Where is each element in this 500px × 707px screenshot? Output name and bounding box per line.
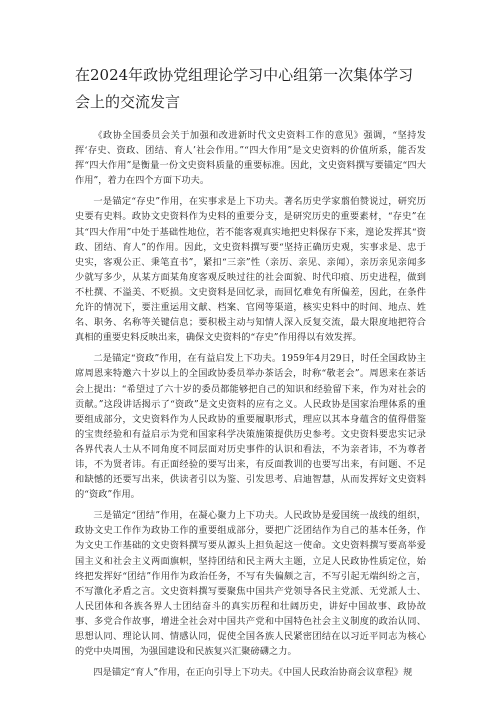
paragraph-policy-advice: 二是锚定“资政”作用，在有益启发上下功夫。1959年4月29日，时任全国政协主席周恩来特邀六十岁以上的全国政协委员举办茶话会，时称“敬老会”。周恩来在茶话会上提出：“希望过了六十岁的委员都能够把自己的知识和经验留下来，作为对社会的贡献。”这段讲话揭示了“资政”是文史资料的应有之义。人民政协是国家治理体系的重要组成部分，文史资料作为人民政协的重要履职形式，理应以其本身蕴含的值得借鉴的宝贵经验和有益启示为党和国家科学决策施策提供历史参考。文史资料要忠实记录各界代表人士从不同角度不同层面对历史事件的认识和看法，不为亲者讳，不为尊者讳，不为贤者讳。有正面经验的要写出来，有反面教训的也要写出来，有问题、不足和缺憾的还要写出来，供读者引以为鉴、引发思考、启迪智慧，从而发挥好文史资料的“资政”作用。 bbox=[75, 353, 426, 501]
paragraph-intro: 《政协全国委员会关于加强和改进新时代文史资料工作的意见》强调，“坚持发挥‘存史、资政、团结、育人’社会作用。”“四大作用”是文史资料的价值所系，能否发挥“四大作用”是衡量一份文史资料质量的重要标准。因此，文史资料撰写要锚定“四大作用”，着力在四个方面下功夫。 bbox=[75, 130, 426, 187]
page-title: 在2024年政协党组理论学习中心组第一次集体学习会上的交流发言 bbox=[75, 66, 414, 111]
paragraph-unity: 三是锚定“团结”作用，在凝心聚力上下功夫。人民政协是爱国统一战线的组织，政协文史工作作为政协工作的重要组成部分，要把广泛团结作为自己的基本任务，作为文史工作基础的文史资料撰写要从源头上担负起这一使命。文史资料撰写要高举爱国主义和社会主义两面旗帜，坚持团结和民主两大主题，立足人民政协性质定位，始终把发挥好“团结”作用作为政治任务，不写有失偏颇之言，不写引起无端纠纷之言，不写激化矛盾之言。文史资料撰写要聚焦中国共产党领导各民主党派、无党派人士、人民团体和各族各界人士团结奋斗的真实历程和壮阔历史，讲好中国故事、政协故事、多党合作故事，增进全社会对中国共产党和中国特色社会主义制度的政治认同、思想认同、理论认同、情感认同，促使全国各族人民紧密团结在以习近平同志为核心的党中央周围，为强国建设和民族复兴汇聚磅礴之力。 bbox=[75, 510, 426, 658]
paragraph-preserve-history: 一是锚定“存史”作用，在实事求是上下功夫。著名历史学家翦伯赞说过，研究历史要有史料。政协文史资料作为史料的重要分支，是研究历史的重要素材，“存史”在其“四大作用”中处于基础性地位，若不能客观真实地把史料保存下来，遑论发挥其“资政、团结、育人”的作用。因此，文史资料撰写要“坚持正确历史观，实事求是、忠于史实，客观公正、秉笔直书”，紧扣“三亲”性（亲历、亲见、亲闻），亲历亲见亲闻多少就写多少，从某方面某角度客观反映过往的社会面貌、时代印痕、历史进程，做到不杜撰、不溢美、不贬损。文史资料是回忆录，而回忆难免有所偏差，因此，在条件允许的情况下，要注重运用文献、档案、官网等渠道，核实史料中的时间、地点、姓名、职务、名称等关键信息；要积极主动与知情人深入反复交流，最大限度地把符合真相的重要史料反映出来，确保文史资料的“存史”作用得以有效发挥。 bbox=[75, 196, 426, 344]
paragraph-education: 四是锚定“育人”作用，在正向引导上下功夫。《中国人民政治协商会议章程》规 bbox=[93, 667, 413, 679]
